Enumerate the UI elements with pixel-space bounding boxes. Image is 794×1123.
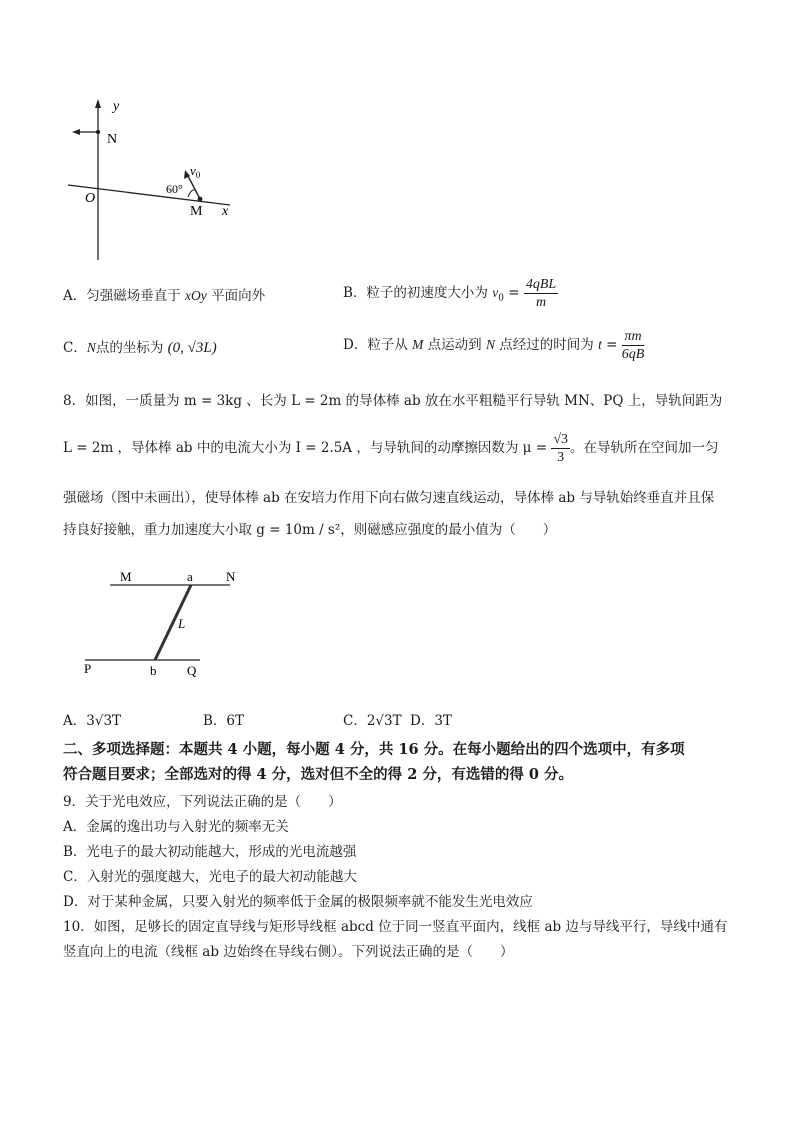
m-label: M xyxy=(190,204,203,219)
mu-fraction: $\frac{√3}{3}$ xyxy=(553,432,568,465)
q7-option-b: B．粒子的初速度大小为 $v_0$ = $\frac{\text{4qBL}}{m}$ xyxy=(343,277,557,310)
q8-line3: 强磁场（图中未画出），使导体棒 ab 在安培力作用下向右做匀速直线运动，导体棒 ab 与导轨始终垂直并且保 xyxy=(63,490,715,506)
section2-heading-line2: 符合题目要求；全部选对的得 4 分，选对但不全的得 2 分，有选错的得 0 分。 xyxy=(63,766,574,783)
section2-heading-line1: 二、多项选择题：本题共 4 小题，每小题 4 分，共 16 分。在每小题给出的四个选项中，有多项 xyxy=(63,741,685,758)
label-l: L xyxy=(178,616,186,631)
rail-figure xyxy=(80,565,250,680)
v0-label: $v_0$ xyxy=(190,163,201,180)
q9-option-d: D．对于某种金属，只要入射光的频率低于金属的极限频率就不能发生光电效应 xyxy=(63,894,533,910)
velocity-n-arrowhead xyxy=(72,129,80,135)
q7-option-d: D．粒子从 M 点运动到 N 点经过的时间为 t = $\frac{\pi m}{6qB}$ xyxy=(343,329,645,362)
label-p: P xyxy=(84,661,92,676)
q8-option-a: A．3√3T xyxy=(63,713,122,729)
q8-line2: L = 2m ，导体棒 ab 中的电流大小为 I = 2.5A ，与导轨间的动摩擦因数为 μ = $\frac{√3}{3}$ 。在导轨所在空间加一匀 xyxy=(63,432,719,465)
conductor-rod xyxy=(155,585,191,660)
coordinate-figure xyxy=(60,95,250,265)
point-m xyxy=(198,197,203,202)
q8-option-b: B．6T xyxy=(203,713,245,729)
q8-line4: 持良好接触，重力加速度大小取 g = 10m / s²，则磁感应强度的最小值为（ ） xyxy=(63,522,557,538)
angle-label: 60° xyxy=(166,182,183,196)
q7-option-c: C．N点的坐标为 (0, √3L) xyxy=(63,340,217,356)
label-b: b xyxy=(150,663,157,678)
label-n: N xyxy=(226,569,236,584)
q7-option-a: A．匀强磁场垂直于 xOy 平面向外 xyxy=(63,288,266,304)
q10-line1: 10．如图，足够长的固定直导线与矩形导线框 abcd 位于同一竖直平面内，线框 ab 边与导线平行，导线中通有 xyxy=(63,919,728,935)
q9-option-a: A．金属的逸出功与入射光的频率无关 xyxy=(63,819,289,835)
label-m: M xyxy=(120,569,132,584)
q7-b-fraction: $\frac{\text{4qBL}}{m}$ xyxy=(525,277,557,310)
q9-stem: 9．关于光电效应，下列说法正确的是（ ） xyxy=(63,794,342,810)
y-axis-arrow xyxy=(95,99,101,108)
point-n xyxy=(96,130,100,134)
q8-option-d: D．3T xyxy=(410,713,452,729)
y-label: y xyxy=(113,99,120,114)
n-label: N xyxy=(107,132,118,147)
angle-arc xyxy=(188,190,195,197)
q7-d-fraction: $\frac{\pi m}{6qB}$ xyxy=(621,329,645,362)
q8-option-c: C．2√3T xyxy=(343,713,402,729)
o-label: O xyxy=(85,191,96,206)
label-a: a xyxy=(187,569,193,584)
q9-option-c: C．入射光的强度越大，光电子的最大初动能越大 xyxy=(63,869,357,885)
x-label: x xyxy=(222,204,229,219)
label-q: Q xyxy=(187,663,197,678)
q9-option-b: B．光电子的最大初动能越大，形成的光电流越强 xyxy=(63,844,357,860)
q10-line2: 竖直向上的电流（线框 ab 边始终在导线右侧）。下列说法正确的是（ ） xyxy=(63,944,514,960)
q8-line1: 8．如图，一质量为 m = 3kg 、长为 L = 2m 的导体棒 ab 放在水平粗糙平行导轨 MN、PQ 上，导轨间距为 xyxy=(63,393,723,409)
